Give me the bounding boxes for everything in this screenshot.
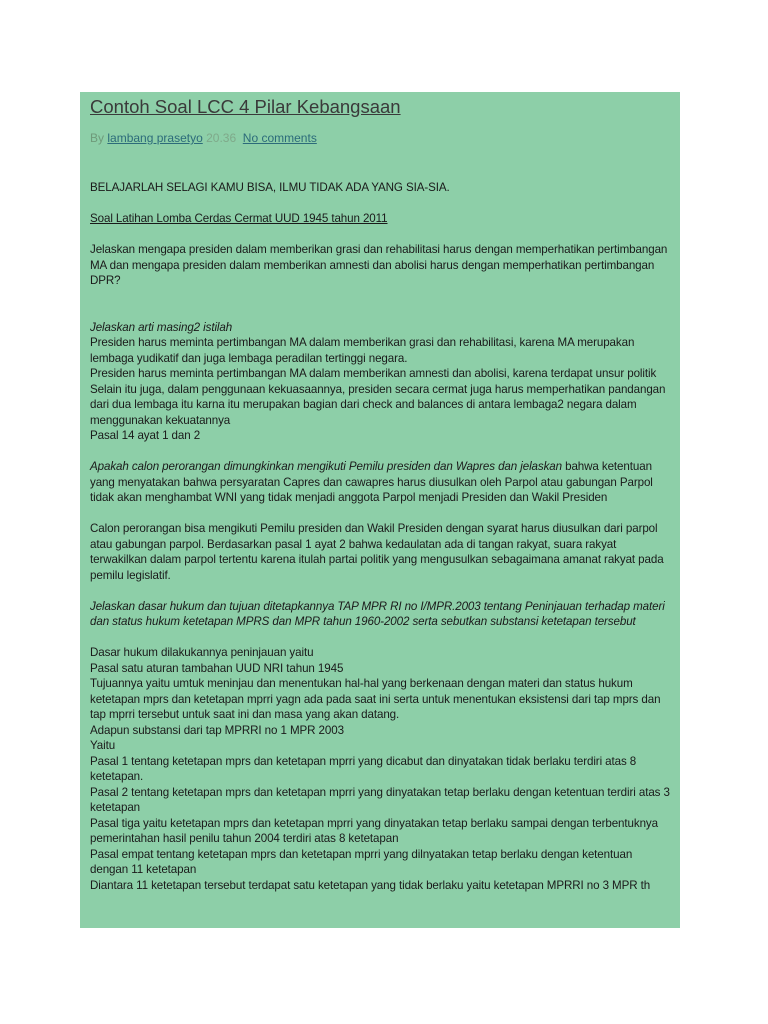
question-2: Jelaskan arti masing2 istilah	[90, 320, 233, 334]
comments-link[interactable]: No comments	[242, 131, 317, 145]
answer-4-line: Tujuannya yaitu umtuk meninjau dan menentukan hal-hal yang berkenaan dengan materi dan status hukum ketetapan mprs dan ketetapan mprri yagn ada pada saat ini serta untuk menentukan eksistensi dari tap mprs dan tap mprri tersebut untuk saat ini dan masa yang akan datang.	[90, 677, 661, 721]
answer-4-line: Pasal empat tentang ketetapan mprs dan ketetapan mprri yang dilnyatakan tetap berlaku dengan ketentuan dengan 11 ketetapan	[90, 847, 633, 876]
answer-4-line: Yaitu	[90, 739, 116, 752]
answer-3: Calon perorangan bisa mengikuti Pemilu presiden dan Wakil Presiden dengan syarat harus diusulkan dari parpol atau gabungan parpol. Berdasarkan pasal 1 ayat 2 bahwa kedaulatan ada di tangan rakyat, suara rakyat terwakilkan dalam parpol tertentu karena itulah partai politik yang mengusulkan sebagaimana amanat rakyat pada pemilu legislatif.	[90, 522, 664, 582]
answer-2-4: Pasal 14 ayat 1 dan 2	[90, 429, 201, 442]
question-3-rest: bahwa ketentuan yang menyatakan bahwa persyaratan Capres dan cawapres harus diusulkan oleh Parpol atau gabungan Parpol tidak akan menghambat WNI yang tidak menjadi anggota Parpol menjadi Presiden dan Wakil Presiden	[90, 460, 653, 504]
subtitle-link[interactable]: Soal Latihan Lomba Cerdas Cermat UUD 1945 tahun 2011	[90, 212, 388, 225]
post-title[interactable]: Contoh Soal LCC 4 Pilar Kebangsaan	[90, 96, 401, 117]
document-page	[80, 92, 680, 928]
answer-4-line: Pasal tiga yaitu ketetapan mprs dan ketetapan mprri yang dinyatakan tetap berlaku sampai dengan terbentuknya pemerintahan hasil penilu tahun 2004 terdiri atas 8 ketetapan	[90, 816, 658, 845]
by-label: By	[90, 131, 105, 145]
motto-text: BELAJARLAH SELAGI KAMU BISA, ILMU TIDAK ADA YANG SIA-SIA.	[90, 181, 450, 194]
question-3-italic: Apakah calon perorangan dimungkinkan mengikuti Pemilu presiden dan Wapres dan jelaskan	[90, 460, 562, 473]
answer-2-3: Selain itu juga, dalam penggunaan kekuasaannya, presiden secara cermat juga harus memperhatikan pandangan dari dua lembaga itu karna itu merupakan bagian dari check and balances di antara lembaga2 negara dalam menggunakan kekuatannya	[90, 382, 666, 427]
question-1: Jelaskan mengapa presiden dalam memberikan grasi dan rehabilitasi harus dengan memperhatikan pertimbangan MA dan mengapa presiden dalam memberikan amnesti dan abolisi harus dengan memperhatikan pertimbangan DPR?	[90, 243, 668, 287]
author-link[interactable]: lambang prasetyo	[107, 131, 203, 145]
post-meta	[90, 130, 670, 146]
answer-4-line: Diantara 11 ketetapan tersebut terdapat satu ketetapan yang tidak berlaku yaitu ketetapan MPRRI no 3 MPR th	[90, 878, 651, 892]
answer-4-line: Pasal 2 tentang ketetapan mprs dan ketetapan mprri yang dinyatakan tetap berlaku dengan ketentuan terdiri atas 3 ketetapan	[90, 785, 670, 814]
answer-2-2: Presiden harus meminta pertimbangan MA dalam memberikan amnesti dan abolisi, karena terdapat unsur politik	[90, 367, 657, 380]
answer-2-1: Presiden harus meminta pertimbangan MA dalam memberikan grasi dan rehabilitasi, karena MA merupakan lembaga yudikatif dan juga lembaga peradilan tertinggi negara.	[90, 336, 635, 365]
answer-4-line: Pasal 1 tentang ketetapan mprs dan ketetapan mprri yang dicabut dan dinyatakan tidak berlaku terdiri atas 8 ketetapan.	[90, 754, 637, 783]
answer-4-line: Dasar hukum dilakukannya peninjauan yaitu	[90, 646, 314, 659]
question-4: Jelaskan dasar hukum dan tujuan ditetapkannya TAP MPR RI no I/MPR.2003 tentang Peninjauan terhadap materi dan status hukum ketetapan MPRS dan MPR tahun 1960-2002 serta sebutkan substansi ketetapan tersebut	[90, 599, 665, 628]
post-time: 20.36	[206, 131, 237, 145]
answer-4-line: Pasal satu aturan tambahan UUD NRI tahun 1945	[90, 661, 344, 675]
question-3	[90, 459, 670, 506]
post-body	[90, 180, 670, 893]
answer-4-line: Adapun substansi dari tap MPRRI no 1 MPR 2003	[90, 723, 344, 737]
